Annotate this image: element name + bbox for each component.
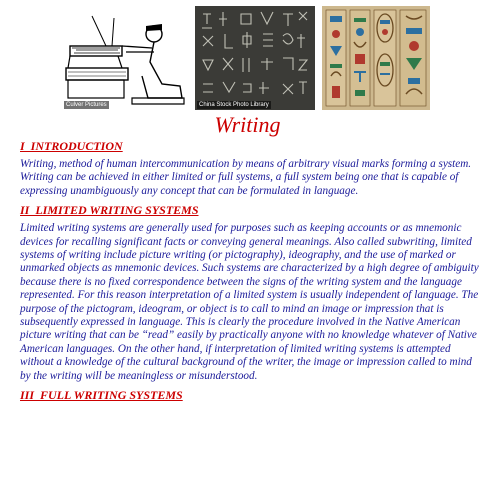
header-images bbox=[0, 0, 495, 110]
section-heading-introduction: I INTRODUCTION bbox=[20, 139, 123, 153]
scribe-drawing bbox=[62, 6, 190, 110]
bronze-caption: China Stock Photo Library bbox=[199, 102, 269, 108]
document-body bbox=[20, 138, 482, 407]
hieroglyph-photo bbox=[322, 6, 430, 110]
section-heading-limited-writing: II LIMITED WRITING SYSTEMS bbox=[20, 203, 199, 218]
section-text-introduction: Writing, method of human intercommunication by means of arbitrary visual marks forming a system. Writing can be achieved in either limited or full systems, a full system being one that is capable of expressing unambiguously any concept that can be formulated in language. bbox=[20, 158, 472, 197]
hieroglyph-drawing bbox=[322, 6, 430, 110]
section-heading-full-writing: III FULL WRITING SYSTEMS bbox=[20, 388, 183, 403]
page-title: Writing bbox=[214, 112, 281, 137]
bronze-inscription-photo bbox=[195, 6, 315, 110]
bronze-inscription-drawing bbox=[195, 6, 315, 110]
section-text-limited-writing: Limited writing systems are generally used for purposes such as keeping accounts or as mnemonic devices for recalling significant facts or conveying general meanings. Also called subwriting, limited systems of writing include picture writing (or pictography), ideography, and the use of marked or unmarked objects as mnemonic devices. Such systems are characterized by a high degree of ambiguity because there is no fixed correspondence between the signs of the writing system and the language represented. For this reason interpretation of a limited system is usually independent of language. The purpose of the pictogram, ideogram, or object is to call to mind an image or impression that is subsequently expressed in language. This is clearly the procedure involved in the Native American picture writing that can be “read” easily by practically anyone with no knowledge whatever of Native American languages. On the other hand, if interpretation of limited writing systems is attempted without a knowledge of the cultural background of the writer, the image or impression called to mind by the writing will be meaningless or misunderstood. bbox=[20, 222, 479, 382]
scribe-caption: Culver Pictures bbox=[66, 102, 107, 108]
scribe-illustration bbox=[62, 6, 190, 110]
